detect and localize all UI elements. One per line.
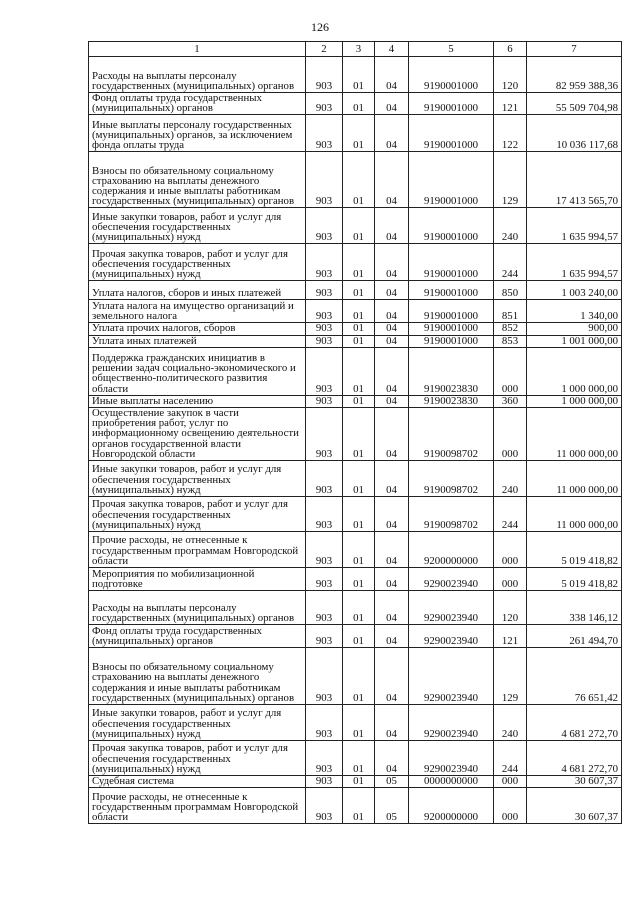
- cell-section: 01: [343, 347, 375, 395]
- cell-kind: 244: [494, 497, 527, 532]
- cell-kind: 120: [494, 591, 527, 625]
- cell-amount: 17 413 565,70: [527, 152, 622, 208]
- table-row: [89, 648, 622, 705]
- cell-name: Иные закупки товаров, работ и услуг для обеспечения государственных (муниципальных) нужд: [89, 461, 306, 497]
- cell-amount: 1 340,00: [527, 300, 622, 323]
- cell-kind: 240: [494, 208, 527, 244]
- table-row: [89, 788, 622, 824]
- cell-code: 903: [306, 347, 343, 395]
- cell-kind: 129: [494, 648, 527, 705]
- cell-subsection: 05: [375, 788, 409, 824]
- cell-section: 01: [343, 300, 375, 323]
- cell-target: 9290023940: [409, 705, 494, 741]
- cell-code: 903: [306, 591, 343, 625]
- cell-name: Судебная система: [89, 776, 306, 788]
- cell-section: 01: [343, 395, 375, 407]
- cell-amount: 1 635 994,57: [527, 208, 622, 244]
- cell-target: 9290023940: [409, 648, 494, 705]
- cell-name: Взносы по обязательному социальному страхованию на выплаты денежного содержания и иные выплаты работникам государственных (муниципальных) органов: [89, 648, 306, 705]
- cell-target: 9190098702: [409, 497, 494, 532]
- cell-target: 9190001000: [409, 300, 494, 323]
- cell-name: Иные закупки товаров, работ и услуг для обеспечения государственных (муниципальных) нужд: [89, 208, 306, 244]
- cell-subsection: 04: [375, 497, 409, 532]
- table-row: [89, 208, 622, 244]
- cell-name: Прочая закупка товаров, работ и услуг для обеспечения государственных (муниципальных) нужд: [89, 741, 306, 776]
- cell-subsection: 04: [375, 705, 409, 741]
- cell-section: 01: [343, 591, 375, 625]
- header-row: [89, 42, 622, 57]
- cell-target: 9200000000: [409, 788, 494, 824]
- cell-section: 01: [343, 532, 375, 568]
- cell-target: 9190023830: [409, 395, 494, 407]
- cell-section: 01: [343, 408, 375, 461]
- cell-name: Уплата иных платежей: [89, 335, 306, 347]
- cell-subsection: 04: [375, 152, 409, 208]
- table-row: [89, 497, 622, 532]
- table-row: [89, 300, 622, 323]
- cell-amount: 11 000 000,00: [527, 408, 622, 461]
- cell-kind: 853: [494, 335, 527, 347]
- cell-code: 903: [306, 625, 343, 648]
- cell-subsection: 04: [375, 461, 409, 497]
- cell-name: Мероприятия по мобилизационной подготовке: [89, 568, 306, 591]
- cell-subsection: 04: [375, 323, 409, 335]
- cell-kind: 851: [494, 300, 527, 323]
- cell-subsection: 04: [375, 115, 409, 152]
- cell-code: 903: [306, 395, 343, 407]
- cell-amount: 11 000 000,00: [527, 497, 622, 532]
- cell-target: 9290023940: [409, 568, 494, 591]
- cell-name: Прочая закупка товаров, работ и услуг для обеспечения государственных (муниципальных) нужд: [89, 497, 306, 532]
- cell-name: Иные выплаты населению: [89, 395, 306, 407]
- cell-section: 01: [343, 93, 375, 115]
- cell-name: Уплата налогов, сборов и иных платежей: [89, 281, 306, 300]
- cell-name: Расходы на выплаты персоналу государственных (муниципальных) органов: [89, 591, 306, 625]
- cell-subsection: 04: [375, 281, 409, 300]
- cell-kind: 240: [494, 461, 527, 497]
- cell-subsection: 04: [375, 208, 409, 244]
- cell-target: 9290023940: [409, 591, 494, 625]
- cell-amount: 1 000 000,00: [527, 395, 622, 407]
- cell-code: 903: [306, 93, 343, 115]
- cell-kind: 120: [494, 57, 527, 93]
- cell-subsection: 04: [375, 395, 409, 407]
- col-header-subsection: 4: [375, 42, 409, 57]
- cell-amount: 900,00: [527, 323, 622, 335]
- cell-kind: 121: [494, 625, 527, 648]
- cell-section: 01: [343, 335, 375, 347]
- cell-code: 903: [306, 115, 343, 152]
- cell-name: Фонд оплаты труда государственных (муниципальных) органов: [89, 93, 306, 115]
- cell-kind: 240: [494, 705, 527, 741]
- cell-section: 01: [343, 568, 375, 591]
- cell-subsection: 04: [375, 300, 409, 323]
- col-header-target: 5: [409, 42, 494, 57]
- budget-table: [88, 41, 622, 824]
- page-number: 126: [311, 20, 329, 34]
- cell-section: 01: [343, 208, 375, 244]
- cell-code: 903: [306, 335, 343, 347]
- cell-target: 9190001000: [409, 93, 494, 115]
- cell-section: 01: [343, 115, 375, 152]
- table-row: [89, 532, 622, 568]
- table-row: [89, 347, 622, 395]
- cell-section: 01: [343, 323, 375, 335]
- cell-section: 01: [343, 152, 375, 208]
- cell-name: Прочие расходы, не отнесенные к государственным программам Новгородской области: [89, 532, 306, 568]
- cell-code: 903: [306, 300, 343, 323]
- cell-target: 9190098702: [409, 461, 494, 497]
- cell-subsection: 04: [375, 335, 409, 347]
- cell-subsection: 04: [375, 244, 409, 281]
- cell-target: 9200000000: [409, 532, 494, 568]
- cell-code: 903: [306, 741, 343, 776]
- cell-kind: 000: [494, 408, 527, 461]
- cell-section: 01: [343, 281, 375, 300]
- cell-section: 01: [343, 57, 375, 93]
- cell-name: Взносы по обязательному социальному страхованию на выплаты денежного содержания и иные выплаты работникам государственных (муниципальных) органов: [89, 152, 306, 208]
- table-row: [89, 323, 622, 335]
- col-header-section: 3: [343, 42, 375, 57]
- cell-kind: 000: [494, 568, 527, 591]
- table-row: [89, 395, 622, 407]
- cell-name: Уплата прочих налогов, сборов: [89, 323, 306, 335]
- cell-kind: 360: [494, 395, 527, 407]
- cell-kind: 000: [494, 347, 527, 395]
- cell-name: Расходы на выплаты персоналу государственных (муниципальных) органов: [89, 57, 306, 93]
- cell-code: 903: [306, 532, 343, 568]
- cell-section: 01: [343, 788, 375, 824]
- cell-subsection: 04: [375, 625, 409, 648]
- table-row: [89, 625, 622, 648]
- cell-section: 01: [343, 244, 375, 281]
- table-row: [89, 705, 622, 741]
- cell-amount: 30 607,37: [527, 788, 622, 824]
- table-row: [89, 152, 622, 208]
- cell-section: 01: [343, 625, 375, 648]
- cell-kind: 852: [494, 323, 527, 335]
- cell-code: 903: [306, 323, 343, 335]
- col-header-kind: 6: [494, 42, 527, 57]
- cell-target: 9290023940: [409, 625, 494, 648]
- cell-target: 9190023830: [409, 347, 494, 395]
- cell-amount: 82 959 388,36: [527, 57, 622, 93]
- cell-subsection: 04: [375, 591, 409, 625]
- cell-section: 01: [343, 461, 375, 497]
- table-row: [89, 335, 622, 347]
- cell-subsection: 04: [375, 568, 409, 591]
- cell-kind: 000: [494, 776, 527, 788]
- table-row: [89, 93, 622, 115]
- cell-subsection: 04: [375, 532, 409, 568]
- cell-amount: 261 494,70: [527, 625, 622, 648]
- cell-code: 903: [306, 152, 343, 208]
- cell-code: 903: [306, 776, 343, 788]
- cell-subsection: 05: [375, 776, 409, 788]
- cell-name: Прочие расходы, не отнесенные к государственным программам Новгородской области: [89, 788, 306, 824]
- cell-amount: 55 509 704,98: [527, 93, 622, 115]
- cell-amount: 30 607,37: [527, 776, 622, 788]
- table-row: [89, 281, 622, 300]
- cell-amount: 76 651,42: [527, 648, 622, 705]
- cell-code: 903: [306, 705, 343, 741]
- cell-code: 903: [306, 788, 343, 824]
- cell-kind: 122: [494, 115, 527, 152]
- table-row: [89, 776, 622, 788]
- cell-amount: 1 003 240,00: [527, 281, 622, 300]
- cell-kind: 244: [494, 741, 527, 776]
- cell-code: 903: [306, 57, 343, 93]
- cell-subsection: 04: [375, 57, 409, 93]
- cell-code: 903: [306, 568, 343, 591]
- cell-amount: 10 036 117,68: [527, 115, 622, 152]
- cell-target: 9190001000: [409, 208, 494, 244]
- cell-code: 903: [306, 208, 343, 244]
- table-row: [89, 461, 622, 497]
- cell-amount: 4 681 272,70: [527, 741, 622, 776]
- cell-name: Поддержка гражданских инициатив в решении задач социально-экономического и общественно-политического развития области: [89, 347, 306, 395]
- cell-amount: 5 019 418,82: [527, 532, 622, 568]
- cell-section: 01: [343, 497, 375, 532]
- cell-target: 9190001000: [409, 57, 494, 93]
- cell-amount: 4 681 272,70: [527, 705, 622, 741]
- cell-target: 9190001000: [409, 281, 494, 300]
- cell-kind: 000: [494, 532, 527, 568]
- cell-section: 01: [343, 776, 375, 788]
- cell-code: 903: [306, 461, 343, 497]
- col-header-code: 2: [306, 42, 343, 57]
- cell-target: 9190001000: [409, 244, 494, 281]
- col-header-name: 1: [89, 42, 306, 57]
- cell-amount: 11 000 000,00: [527, 461, 622, 497]
- cell-kind: 244: [494, 244, 527, 281]
- cell-target: 9190001000: [409, 115, 494, 152]
- cell-target: 9190098702: [409, 408, 494, 461]
- cell-section: 01: [343, 741, 375, 776]
- cell-amount: 1 000 000,00: [527, 347, 622, 395]
- cell-target: 9190001000: [409, 335, 494, 347]
- cell-kind: 121: [494, 93, 527, 115]
- cell-amount: 1 635 994,57: [527, 244, 622, 281]
- table-row: [89, 591, 622, 625]
- cell-amount: 1 001 000,00: [527, 335, 622, 347]
- cell-amount: 5 019 418,82: [527, 568, 622, 591]
- cell-subsection: 04: [375, 408, 409, 461]
- cell-subsection: 04: [375, 648, 409, 705]
- cell-kind: 000: [494, 788, 527, 824]
- cell-code: 903: [306, 281, 343, 300]
- cell-section: 01: [343, 705, 375, 741]
- cell-target: 9190001000: [409, 152, 494, 208]
- table-row: [89, 115, 622, 152]
- cell-name: Фонд оплаты труда государственных (муниципальных) органов: [89, 625, 306, 648]
- table-row: [89, 57, 622, 93]
- cell-subsection: 04: [375, 741, 409, 776]
- cell-target: 0000000000: [409, 776, 494, 788]
- cell-name: Иные закупки товаров, работ и услуг для обеспечения государственных (муниципальных) нужд: [89, 705, 306, 741]
- cell-code: 903: [306, 497, 343, 532]
- col-header-amount: 7: [527, 42, 622, 57]
- cell-name: Иные выплаты персоналу государственных (муниципальных) органов, за исключением фонда оплаты труда: [89, 115, 306, 152]
- table-row: [89, 568, 622, 591]
- cell-name: Осуществление закупок в части приобретения работ, услуг по информационному освещению деятельности органов государственной власти Новгородской области: [89, 408, 306, 461]
- cell-name: Уплата налога на имущество организаций и земельного налога: [89, 300, 306, 323]
- cell-subsection: 04: [375, 93, 409, 115]
- cell-code: 903: [306, 648, 343, 705]
- cell-name: Прочая закупка товаров, работ и услуг для обеспечения государственных (муниципальных) нужд: [89, 244, 306, 281]
- table-row: [89, 741, 622, 776]
- cell-target: 9290023940: [409, 741, 494, 776]
- cell-section: 01: [343, 648, 375, 705]
- table-row: [89, 408, 622, 461]
- cell-amount: 338 146,12: [527, 591, 622, 625]
- cell-subsection: 04: [375, 347, 409, 395]
- cell-target: 9190001000: [409, 323, 494, 335]
- cell-code: 903: [306, 408, 343, 461]
- cell-kind: 850: [494, 281, 527, 300]
- table-row: [89, 244, 622, 281]
- cell-kind: 129: [494, 152, 527, 208]
- cell-code: 903: [306, 244, 343, 281]
